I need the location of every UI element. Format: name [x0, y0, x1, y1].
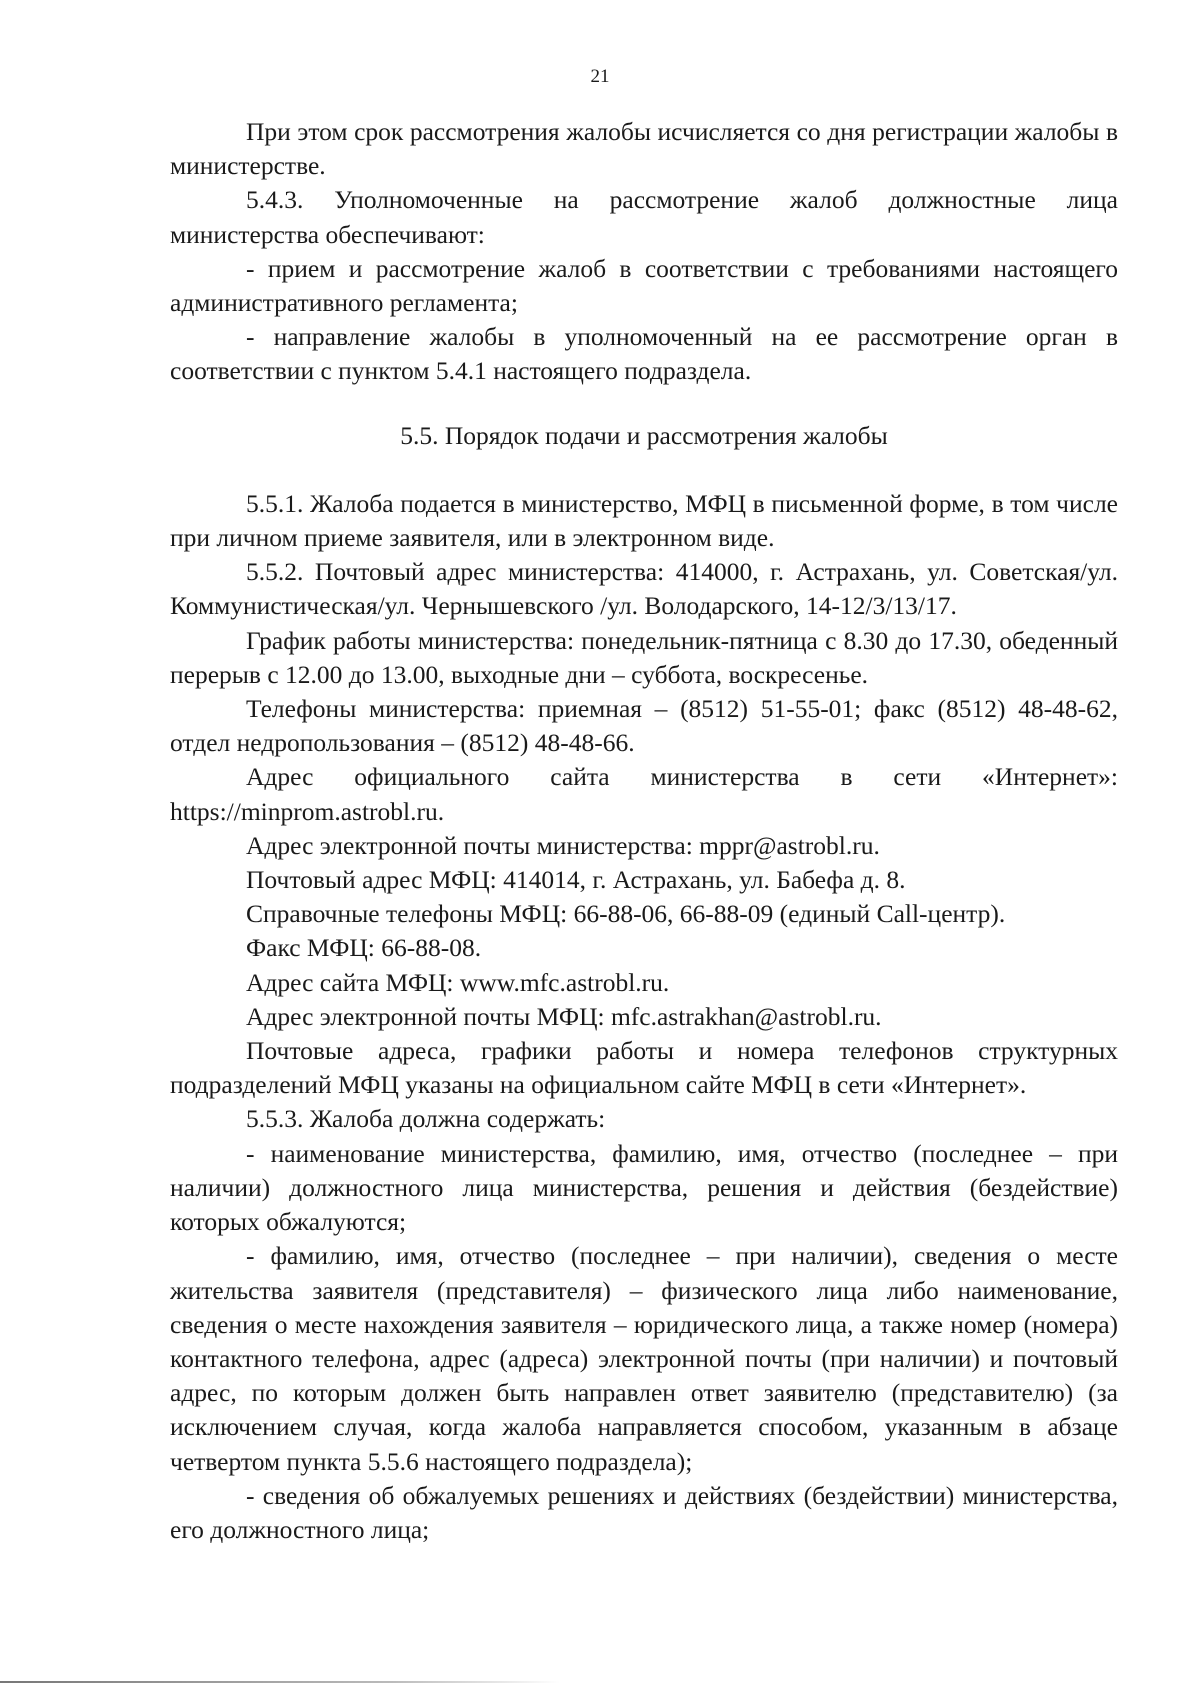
paragraph: Почтовые адреса, графики работы и номера телефонов структурных подразделений МФЦ указаны на официальном сайте МФЦ в сети «Интернет».	[170, 1036, 1118, 1100]
paragraph: Почтовый адрес МФЦ: 414014, г. Астрахань, ул. Бабефа д. 8.	[246, 865, 906, 895]
list-item: - прием и рассмотрение жалоб в соответствии с требованиями настоящего административного регламента;	[170, 253, 1118, 318]
paragraph: 5.5.1. Жалоба подается в министерство, МФЦ в письменной форме, в том числе при личном приеме заявителя, или в электронном виде.	[170, 488, 1118, 553]
paragraph: Адрес официального сайта министерства в сети «Интернет»: https://minprom.astrobl.ru.	[170, 762, 1118, 826]
paragraph: Адрес электронной почты министерства: mppr@astrobl.ru.	[246, 830, 880, 860]
paragraph: При этом срок рассмотрения жалобы исчисляется со дня регистрации жалобы в министерстве.	[170, 117, 1118, 181]
paragraph: 5.5.3. Жалоба должна содержать:	[246, 1104, 606, 1134]
section-heading: 5.5. Порядок подачи и рассмотрения жалобы	[400, 420, 888, 450]
scan-edge-line	[0, 1681, 560, 1683]
list-item: - направление жалобы в уполномоченный на ее рассмотрение орган в соответствии с пунктом 5.4.1 настоящего подраздела.	[170, 322, 1118, 386]
paragraph: Адрес сайта МФЦ: www.mfc.astrobl.ru.	[246, 967, 670, 997]
page-number: 21	[590, 66, 610, 87]
paragraph: График работы министерства: понедельник-пятница с 8.30 до 17.30, обеденный перерыв с 12.00 до 13.00, выходные дни – суббота, воскресенье.	[170, 625, 1118, 689]
list-item: - фамилию, имя, отчество (последнее – при наличии), сведения о месте жительства заявителя (представителя) – физического лица либо наименование, сведения о месте нахождения заявителя – юридического лица, а также номер (номера) контактного телефона, адрес (адреса) электронной почты (при наличии) и почтовый адрес, по которым должен быть направлен ответ заявителю (представителю) (за исключением случая, когда жалоба направляется способом, указанным в абзаце четвертом пункта 5.5.6 настоящего подраздела);	[170, 1241, 1118, 1476]
paragraph: Телефоны министерства: приемная – (8512) 51-55-01; факс (8512) 48-48-62, отдел недропользования – (8512) 48-48-66.	[170, 694, 1118, 758]
paragraph: Справочные телефоны МФЦ: 66-88-06, 66-88-09 (единый Call-центр).	[246, 899, 1006, 929]
paragraph: 5.5.2. Почтовый адрес министерства: 414000, г. Астрахань, ул. Советская/ул. Коммунистическая/ул. Чернышевского /ул. Володарского, 14-12/3/13/17.	[170, 557, 1118, 621]
paragraph: Адрес электронной почты МФЦ: mfc.astrakhan@astrobl.ru.	[246, 1001, 882, 1031]
list-item: - наименование министерства, фамилию, имя, отчество (последнее – при наличии) должностного лица министерства, решения и действия (бездействие) которых обжалуются;	[170, 1138, 1118, 1237]
document-body	[170, 115, 1118, 1547]
list-item: - сведения об обжалуемых решениях и действиях (бездействии) министерства, его должностного лица;	[170, 1480, 1118, 1544]
paragraph: Факс МФЦ: 66-88-08.	[246, 933, 482, 963]
paragraph: 5.4.3. Уполномоченные на рассмотрение жалоб должностные лица министерства обеспечивают:	[170, 185, 1118, 249]
